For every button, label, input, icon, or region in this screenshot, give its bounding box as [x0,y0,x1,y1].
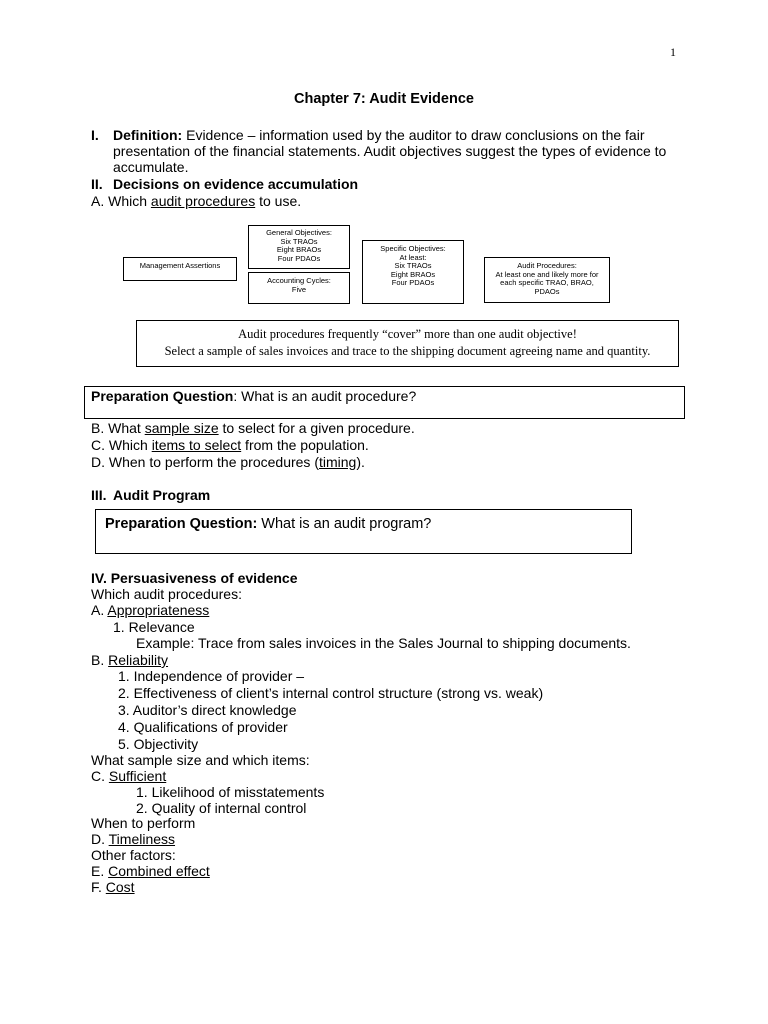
prep-2-text: What is an audit program? [257,516,432,532]
iv-b-pre: B. [91,652,109,668]
item-a-pre: A. Which [91,193,151,209]
accounting-cycles-box [248,272,350,304]
item-a-post: to use. [255,193,302,209]
prep-1-label: Preparation Question [91,388,234,404]
preparation-question-2 [105,516,431,532]
item-b-sample-size [91,420,415,436]
item-a-underlined: audit procedures [150,193,256,209]
audit-procedures-note-box [136,320,679,367]
audit-procedures-line: Audit Procedures: [517,261,577,270]
definition-line-2: presentation of the financial statements. Audit objectives suggest the types of evidence to [113,143,667,159]
item-d-pre: D. When to perform the procedures ( [91,454,319,470]
other-factors: Other factors: [91,847,176,863]
relevance-item: 1. Relevance [113,619,195,635]
specific-objectives-line: Four PDAOs [391,278,435,287]
item-c-items-to-select [91,437,369,453]
sufficient-item: 2. Quality of internal control [136,800,307,816]
item-c-pre: C. Which [91,437,152,453]
item-b-underlined: sample size [144,420,219,436]
item-c-sufficient [91,768,166,784]
audit-procedures-line: PDAOs [534,286,560,296]
prep-2-label: Preparation Question: [105,516,258,532]
iv-a-pre: A. [91,602,108,618]
definition-line-1: Evidence – information used by the auditor to draw conclusions on the fair [186,127,645,143]
item-f-cost [91,879,135,895]
reliability-item: 1. Independence of provider – [118,668,305,684]
accounting-cycles-line: Five [291,284,307,294]
iv-e-underlined: Combined effect [108,863,210,879]
note-line-1: Audit procedures frequently “cover” more than one audit objective! [238,327,577,341]
item-a-appropriateness [91,602,209,618]
definition-line-3: accumulate. [113,159,189,175]
section-2-heading: Decisions on evidence accumulation [113,176,359,192]
specific-objectives-line: Specific Objectives: [380,244,446,253]
section-3-number: III. [91,487,107,503]
relevance-example: Example: Trace from sales invoices in the Sales Journal to shipping documents. [136,635,631,651]
iv-b-underlined: Reliability [108,652,169,668]
section-1-first-line [113,127,645,143]
when-to-perform: When to perform [91,815,196,831]
reliability-item: 4. Qualifications of provider [118,719,288,735]
iv-d-pre: D. [91,831,109,847]
iv-e-pre: E. [91,863,109,879]
which-audit-procedures: Which audit procedures: [91,586,242,602]
page-number: 1 [670,45,676,59]
iv-f-underlined: Cost [105,879,135,895]
specific-objectives-line: Six TRAOs [394,261,432,270]
definition-label: Definition: [113,127,183,143]
item-d-post: ). [356,454,365,470]
preparation-question-1 [91,388,416,404]
prep-1-text: : What is an audit procedure? [233,388,417,404]
management-assertions-label: Management Assertions [139,261,221,270]
preparation-question-box-1 [84,386,685,419]
general-objectives-line: Four PDAOs [277,253,321,263]
iv-c-underlined: Sufficient [108,768,167,784]
item-b-post: to select for a given procedure. [218,420,415,436]
section-2-number: II. [91,176,103,192]
management-assertions-box [123,257,237,281]
audit-procedures-line: each specific TRAO, BRAO, [500,278,594,287]
iv-d-underlined: Timeliness [108,831,176,847]
iv-c-pre: C. [91,768,109,784]
section-3-heading: Audit Program [113,487,211,503]
item-b-pre: B. What [91,420,145,436]
general-objectives-line: Six TRAOs [280,236,318,246]
item-d-timing [91,454,365,470]
specific-objectives-line: Eight BRAOs [390,269,436,279]
item-b-reliability [91,652,168,668]
sufficient-item: 1. Likelihood of misstatements [136,784,325,800]
item-d-timeliness [91,831,175,847]
item-c-underlined: items to select [151,437,242,453]
reliability-item: 3. Auditor’s direct knowledge [118,702,297,718]
reliability-item: 5. Objectivity [118,736,199,752]
item-a-audit-procedures [91,193,301,209]
iv-f-pre: F. [91,879,106,895]
general-objectives-line: General Objectives: [266,228,332,237]
section-1-number: I. [91,127,99,143]
audit-procedures-box [484,257,610,303]
general-objectives-line: Eight BRAOs [276,245,322,254]
iv-a-underlined: Appropriateness [107,602,210,618]
specific-objectives-box [362,240,464,304]
audit-procedures-line: At least one and likely more for [495,269,599,279]
specific-objectives-line: At least: [399,252,427,262]
page-title: Chapter 7: Audit Evidence [294,91,474,107]
item-c-post: from the population. [241,437,369,453]
general-objectives-box [248,225,350,269]
note-line-2: Select a sample of sales invoices and trace to the shipping document agreeing name and quantity. [164,344,651,358]
accounting-cycles-line: Accounting Cycles: [267,276,331,285]
sample-size-question: What sample size and which items: [91,752,310,768]
item-e-combined-effect [91,863,210,879]
item-d-underlined: timing [319,454,357,470]
section-4-heading: IV. Persuasiveness of evidence [91,570,298,586]
reliability-item: 2. Effectiveness of client’s internal control structure (strong vs. weak) [118,685,544,701]
preparation-question-box-2 [95,509,632,554]
